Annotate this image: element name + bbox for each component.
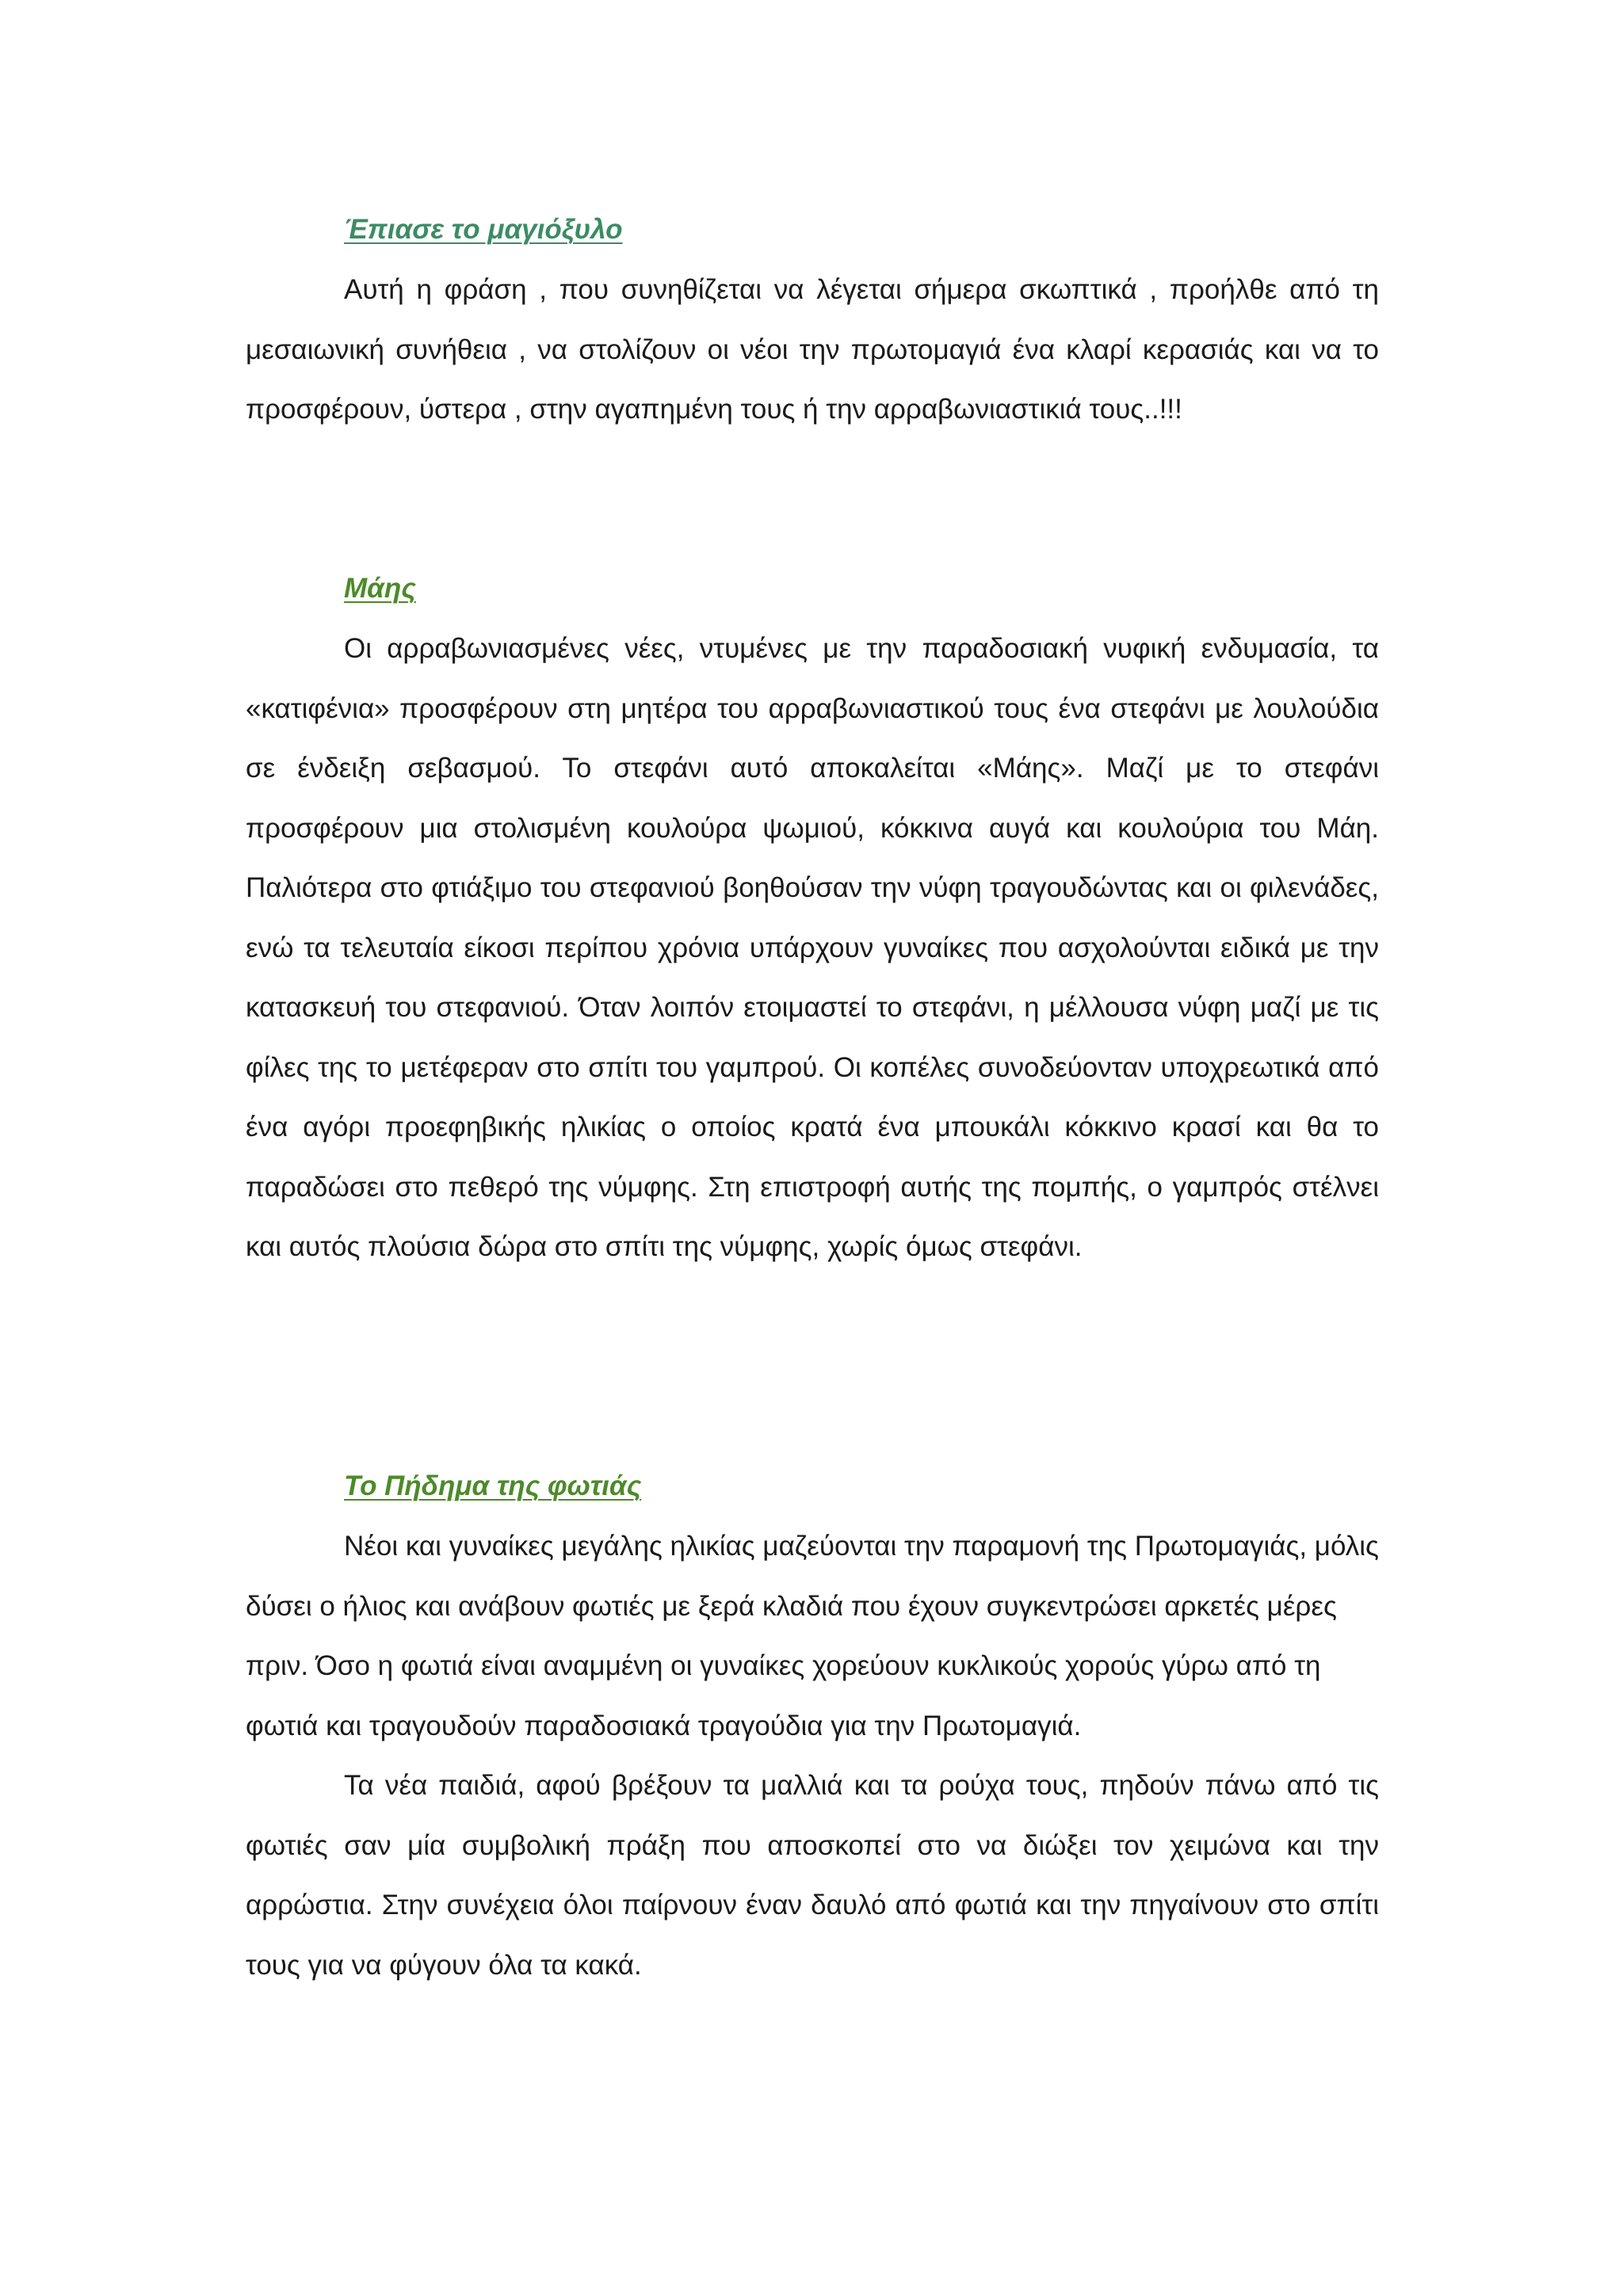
section-epiase-to-magioxylo: [246, 200, 1379, 440]
section-heading: Έπιασε το μαγιόξυλο: [344, 214, 623, 245]
section-paragraph: Αυτή η φράση , που συνηθίζεται να λέγεται σήμερα σκωπτικά , προήλθε από τη μεσαιωνική συνήθεια , να στολίζουν οι νέοι την πρωτομαγιά ένα κλαρί κερασιάς και να το προσφέρουν, ύστερα , στην αγαπημένη τους ή την αρραβωνιαστικιά τους..!!!: [246, 274, 1379, 425]
section-paragraph: Νέοι και γυναίκες μεγάλης ηλικίας μαζεύονται την παραμονή της Πρωτομαγιάς, μόλις δύσει ο ήλιος και ανάβουν φωτιές με ξερά κλαδιά που έχουν συγκεντρώσει αρκετές μέρες πριν. Όσο η φωτιά είναι αναμμένη οι γυναίκες χορεύουν κυκλικούς χορούς γύρω από τη φωτιά και τραγουδούν παραδοσιακά τραγούδια για την Πρωτομαγιά.: [246, 1531, 1379, 1741]
section-mais: [246, 559, 1379, 1277]
section-heading: Μάης: [344, 573, 416, 604]
section-paragraph: Οι αρραβωνιασμένες νέες, ντυμένες με την παραδοσιακή νυφική ενδυμασία, τα «κατιφένια» προσφέρουν στη μητέρα του αρραβωνιαστικού τους ένα στεφάνι με λουλούδια σε ένδειξη σεβασμού. Το στεφάνι αυτό αποκαλείται «Μάης». Μαζί με το στεφάνι προσφέρουν μια στολισμένη κουλούρα ψωμιού, κόκκινα αυγά και κουλούρια του Μάη. Παλιότερα στο φτιάξιμο του στεφανιού βοηθούσαν την νύφη τραγουδώντας και οι φιλενάδες, ενώ τα τελευταία είκοσι περίπου χρόνια υπάρχουν γυναίκες που ασχολούνται ειδικά με την κατασκευή του στεφανιού. Όταν λοιπόν ετοιμαστεί το στεφάνι, η μέλλουσα νύφη μαζί με τις φίλες της το μετέφεραν στο σπίτι του γαμπρού. Οι κοπέλες συνοδεύονταν υποχρεωτικά από ένα αγόρι προεφηβικής ηλικίας ο οποίος κρατά ένα μπουκάλι κόκκινο κρασί και θα το παραδώσει στο πεθερό της νύμφης. Στη επιστροφή αυτής της πομπής, ο γαμπρός στέλνει και αυτός πλούσια δώρα στο σπίτι της νύμφης, χωρίς όμως στεφάνι.: [246, 633, 1379, 1262]
section-pidima-tis-fotias: [246, 1456, 1379, 1995]
section-paragraph: Τα νέα παιδιά, αφού βρέξουν τα μαλλιά και τα ρούχα τους, πηδούν πάνω από τις φωτιές σαν μία συμβολική πράξη που αποσκοπεί στο να διώξει τον χειμώνα και την αρρώστια. Στην συνέχεια όλοι παίρνουν έναν δαυλό από φωτιά και την πηγαίνουν στο σπίτι τους για να φύγουν όλα τα κακά.: [246, 1770, 1379, 1981]
section-heading: Το Πήδημα της φωτιάς: [344, 1470, 642, 1501]
